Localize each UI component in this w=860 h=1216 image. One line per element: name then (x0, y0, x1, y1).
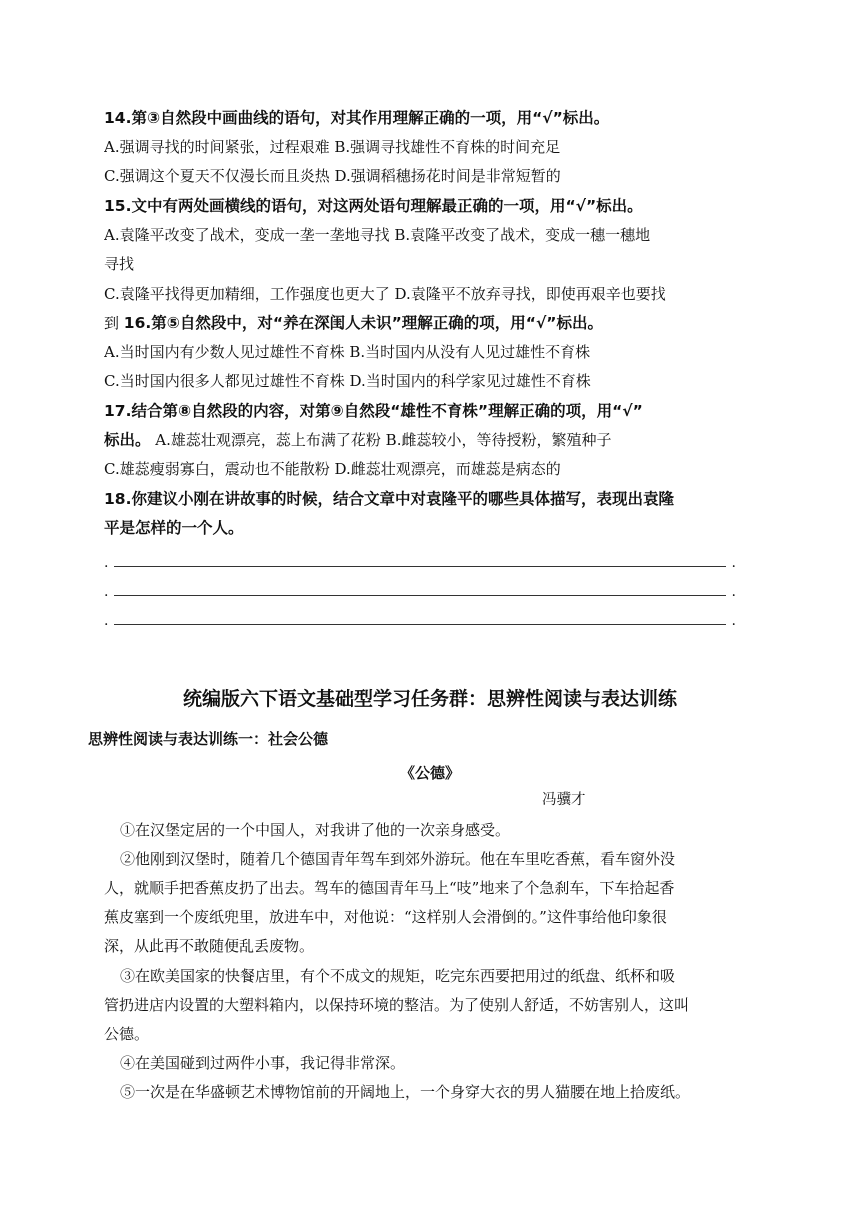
question-15-options-ab-cont: 寻找 (104, 255, 135, 273)
question-16-options-ab: A.当时国内有少数人见过雄性不育株 B.当时国内从没有人见过雄性不育株 (104, 343, 591, 361)
article-paragraph-2-line3: 蕉皮塞到一个废纸兜里，放进车中，对他说：“这样别人会滑倒的。”这件事给他印象很 (104, 908, 667, 926)
question-15-stem: 15.文中有两处画横线的语句，对这两处语句理解最正确的一项，用“√”标出。 (104, 197, 643, 215)
answer-line-dot: . (104, 613, 109, 629)
answer-line-3[interactable] (104, 614, 736, 628)
question-16-stem-row (104, 313, 784, 333)
question-14-options-cd: C.强调这个夏天不仅漫长而且炎热 D.强调稻穗扬花时间是非常短暂的 (104, 167, 561, 185)
question-14-stem: 14.第③自然段中画曲线的语句，对其作用理解正确的一项，用“√”标出。 (104, 109, 610, 127)
article-paragraph-3: ③在欧美国家的快餐店里，有个不成文的规矩，吃完东西要把用过的纸盘、纸杯和吸 (120, 967, 676, 985)
question-17-stem-cont: 标出。 (104, 431, 151, 449)
article-title: 《公德》 (399, 764, 460, 782)
article-paragraph-5: ⑤一次是在华盛顿艺术博物馆前的开阔地上，一个身穿大衣的男人猫腰在地上拾废纸。 (120, 1083, 691, 1101)
section-subheading: 思辨性阅读与表达训练一：社会公德 (88, 730, 329, 748)
question-16-prefix: 到 (104, 314, 120, 332)
question-14-options-ab: A.强调寻找的时间紧张，过程艰难 B.强调寻找雄性不育株的时间充足 (104, 138, 561, 156)
question-17-options-cd: C.雄蕊瘦弱寡白，震动也不能散粉 D.雌蕊壮观漂亮，而雄蕊是病态的 (104, 460, 561, 478)
answer-underline (114, 566, 726, 567)
answer-underline (114, 595, 726, 596)
answer-line-dot: . (104, 584, 109, 600)
answer-line-dot: . (731, 584, 736, 600)
answer-line-2[interactable] (104, 585, 736, 599)
answer-line-1[interactable] (104, 556, 736, 570)
question-17-options-ab: A.雄蕊壮观漂亮，蕊上布满了花粉 B.雌蕊较小，等待授粉，繁殖种子 (155, 431, 612, 449)
article-paragraph-1: ①在汉堡定居的一个中国人，对我讲了他的一次亲身感受。 (120, 821, 511, 839)
question-18-stem-line1: 18.你建议小刚在讲故事的时候，结合文章中对袁隆平的哪些具体描写，表现出袁隆 (104, 490, 674, 508)
article-paragraph-2-line2: 人，就顺手把香蕉皮扔了出去。驾车的德国青年马上“吱”地来了个急刹车，下车拾起香 (104, 879, 675, 897)
question-17-stem-row (104, 430, 784, 450)
question-18-stem-line2: 平是怎样的一个人。 (104, 519, 244, 537)
section-title: 统编版六下语文基础型学习任务群：思辨性阅读与表达训练 (182, 688, 677, 710)
question-16-options-cd: C.当时国内很多人都见过雄性不育株 D.当时国内的科学家见过雄性不育株 (104, 372, 591, 390)
answer-line-dot: . (731, 555, 736, 571)
article-paragraph-2-line4: 深，从此再不敢随便乱丢废物。 (104, 937, 315, 955)
question-16-stem: 16.第⑤自然段中，对“养在深闺人未识”理解正确的项，用“√”标出。 (123, 314, 603, 332)
answer-line-dot: . (104, 555, 109, 571)
article-paragraph-2: ②他刚到汉堡时，随着几个德国青年驾车到郊外游玩。他在车里吃香蕉，看车窗外没 (120, 850, 676, 868)
question-15-options-cd: C.袁隆平找得更加精细，工作强度也更大了 D.袁隆平不放弃寻找，即使再艰辛也要找 (104, 285, 666, 303)
article-paragraph-4: ④在美国碰到过两件小事，我记得非常深。 (120, 1054, 406, 1072)
article-paragraph-3-line2: 管扔进店内设置的大塑料箱内，以保持环境的整洁。为了使别人舒适，不妨害别人，这叫 (104, 996, 690, 1014)
question-17-stem: 17.结合第⑧自然段的内容，对第⑨自然段“雄性不育株”理解正确的项，用“√” (104, 402, 643, 420)
answer-underline (114, 624, 726, 625)
article-author: 冯骥才 (542, 792, 586, 808)
article-paragraph-3-line3: 公德。 (104, 1025, 150, 1043)
question-15-options-ab: A.袁隆平改变了战术，变成一垄一垄地寻找 B.袁隆平改变了战术，变成一穗一穗地 (104, 226, 651, 244)
answer-line-dot: . (731, 613, 736, 629)
